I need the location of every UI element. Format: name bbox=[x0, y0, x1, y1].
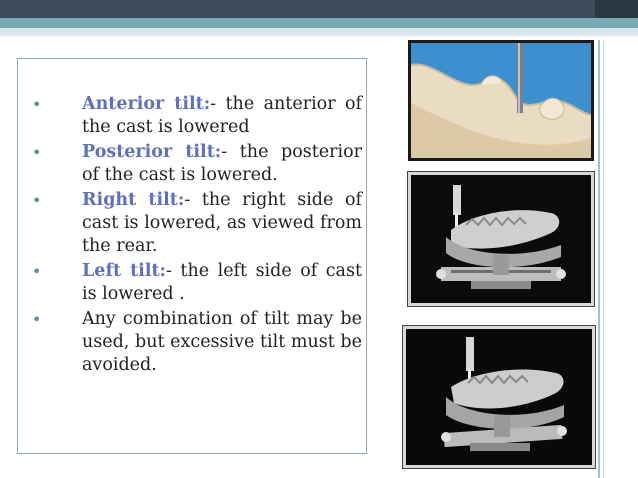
surveyor-table-illustration-1 bbox=[411, 175, 591, 303]
bullet-anterior-tilt bbox=[32, 93, 362, 139]
bullet-dot-icon: • bbox=[32, 143, 42, 162]
surveyor-table-photo-1 bbox=[408, 172, 594, 306]
bullet-dot-icon: • bbox=[32, 310, 42, 329]
bullet-left-tilt bbox=[32, 260, 362, 306]
bullet-dot-icon: • bbox=[32, 191, 42, 210]
cast-surveyor-illustration bbox=[411, 43, 591, 158]
cast-surveyor-photo bbox=[408, 40, 594, 161]
bullet-posterior-tilt bbox=[32, 141, 362, 187]
term-description: - the left side of cast is lowered . bbox=[82, 261, 362, 304]
right-divider-line-thin bbox=[603, 40, 604, 478]
header-band-light bbox=[0, 28, 638, 35]
bullet-list bbox=[32, 93, 362, 379]
bullet-dot-icon: • bbox=[32, 95, 42, 114]
header-band-pale bbox=[0, 35, 638, 37]
bullet-text-box bbox=[17, 58, 367, 454]
bullet-combination-tilt bbox=[32, 308, 362, 377]
term-label: Right tilt: bbox=[82, 190, 185, 210]
term-label: Left tilt: bbox=[82, 261, 167, 281]
term-description: - the posterior of the cast is lowered. bbox=[82, 142, 362, 185]
header-corner-block bbox=[595, 0, 638, 20]
term-description: - the right side of cast is lowered, as viewed from the rear. bbox=[82, 190, 362, 256]
header-band-dark bbox=[0, 0, 638, 18]
bullet-right-tilt bbox=[32, 189, 362, 258]
surveyor-table-photo-2 bbox=[403, 326, 595, 468]
bullet-dot-icon: • bbox=[32, 262, 42, 281]
term-label: Posterior tilt: bbox=[82, 142, 222, 162]
right-divider-line bbox=[598, 40, 600, 478]
header-band-teal bbox=[0, 18, 638, 28]
term-label: Anterior tilt: bbox=[82, 94, 211, 114]
term-description: - the anterior of the cast is lowered bbox=[82, 94, 363, 137]
surveyor-table-illustration-2 bbox=[406, 329, 592, 465]
term-description: Any combination of tilt may be used, but excessive tilt must be avoided. bbox=[82, 309, 362, 375]
